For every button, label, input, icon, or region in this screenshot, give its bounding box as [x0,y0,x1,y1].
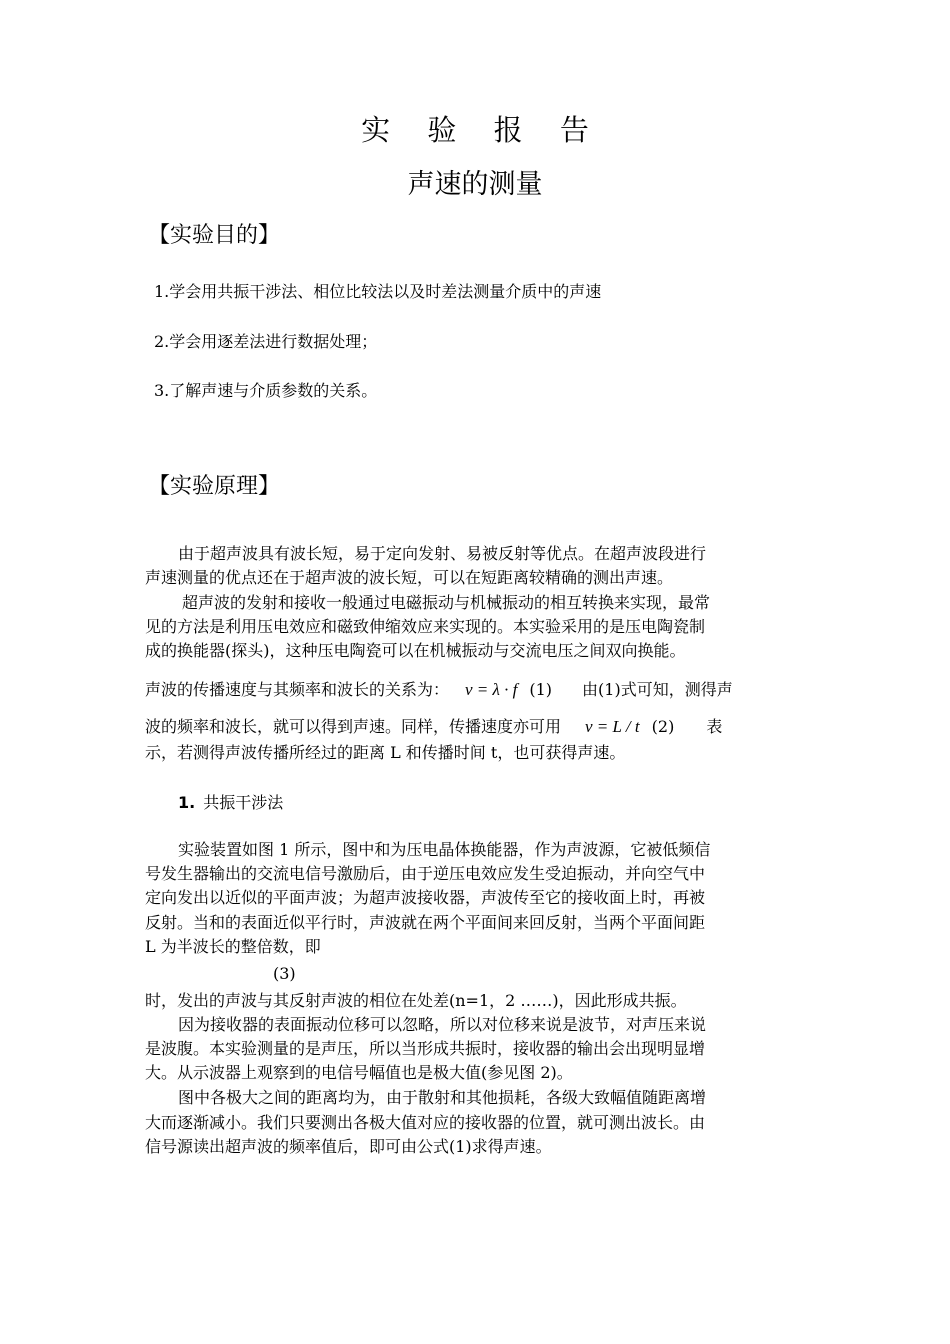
equation-number-3: (3) [273,964,296,983]
paragraph-line: 成的换能器(探头)，这种压电陶瓷可以在机械振动与交流电压之间双向换能。 [145,641,686,660]
paragraph-line: 见的方法是利用压电效应和磁致伸缩效应来实现的。本实验采用的是压电陶瓷制 [145,617,706,636]
paragraph-line: 是波腹。本实验测量的是声压，所以当形成共振时，接收器的输出会出现明显增 [145,1039,706,1058]
subsection-number: 1. [178,793,196,812]
section-heading-principle: 【实验原理】 [148,474,281,499]
equation-number-2: (2) [651,717,675,736]
subsection-heading-resonance [178,790,283,813]
report-subtitle: 声速的测量 [407,169,543,200]
paragraph-line: 反射。当和的表面近似平行时，声波就在两个平面间来回反射，当两个平面间距 [145,913,706,932]
paragraph-line: 因为接收器的表面振动位移可以忽略，所以对位移来说是波节，对声压来说 [178,1015,707,1034]
paragraph-line-with-formula-2 [145,714,722,737]
formula-v-l-t: v = L / t [585,717,640,736]
paragraph-line: 示，若测得声波传播所经过的距离 L 和传播时间 t，也可获得声速。 [145,743,626,762]
purpose-item-2: 2.学会用逐差法进行数据处理； [154,332,378,351]
paragraph-line: 信号源读出超声波的频率值后，即可由公式(1)求得声速。 [145,1137,552,1156]
paragraph-line: 大而逐渐减小。我们只要测出各极大值对应的接收器的位置，就可测出波长。由 [145,1113,706,1132]
formula-intro-text: 声波的传播速度与其频率和波长的关系为： [145,680,450,699]
section-heading-purpose: 【实验目的】 [148,223,281,248]
paragraph-line: 号发生器输出的交流电信号激励后，由于逆压电效应发生受迫振动，并向空气中 [145,864,706,883]
paragraph-line-with-formula-1 [145,677,733,700]
paragraph-line: 实验装置如图 1 所示，图中和为压电晶体换能器，作为声波源，它被低频信 [178,840,711,859]
equation-number-1: (1) [529,680,553,699]
paragraph-line: 时，发出的声波与其反射声波的相位在处差(n=1，2 ……)，因此形成共振。 [145,991,687,1010]
paragraph-line: 定向发出以近似的平面声波；为超声波接收器，声波传至它的接收面上时，再被 [145,888,706,907]
paragraph-line: 声速测量的优点还在于超声波的波长短，可以在短距离较精确的测出声速。 [145,568,674,587]
purpose-item-3: 3.了解声速与介质参数的关系。 [154,381,378,400]
paragraph-line: 大。从示波器上观察到的电信号幅值也是极大值(参见图 2)。 [145,1063,573,1082]
paragraph-line: 由于超声波具有波长短，易于定向发射、易被反射等优点。在超声波段进行 [178,544,707,563]
paragraph-line: 超声波的发射和接收一般通过电磁振动与机械振动的相互转换来实现，最常 [182,593,711,612]
formula-v-lambda-f: v = λ · f [465,680,518,699]
purpose-item-1: 1.学会用共振干涉法、相位比较法以及时差法测量介质中的声速 [154,282,602,301]
formula-continuation-text: 由(1)式可知，测得声 [582,680,733,699]
subsection-label: 共振干涉法 [203,793,284,812]
formula-continuation-text: 表 [706,717,723,736]
paragraph-line: 图中各极大之间的距离均为，由于散射和其他损耗，各级大致幅值随距离增 [178,1088,707,1107]
report-title: 实 验 报 告 [361,113,603,147]
formula-intro-text: 波的频率和波长，就可以得到声速。同样，传播速度亦可用 [145,717,562,736]
paragraph-line: L 为半波长的整倍数，即 [145,937,321,956]
